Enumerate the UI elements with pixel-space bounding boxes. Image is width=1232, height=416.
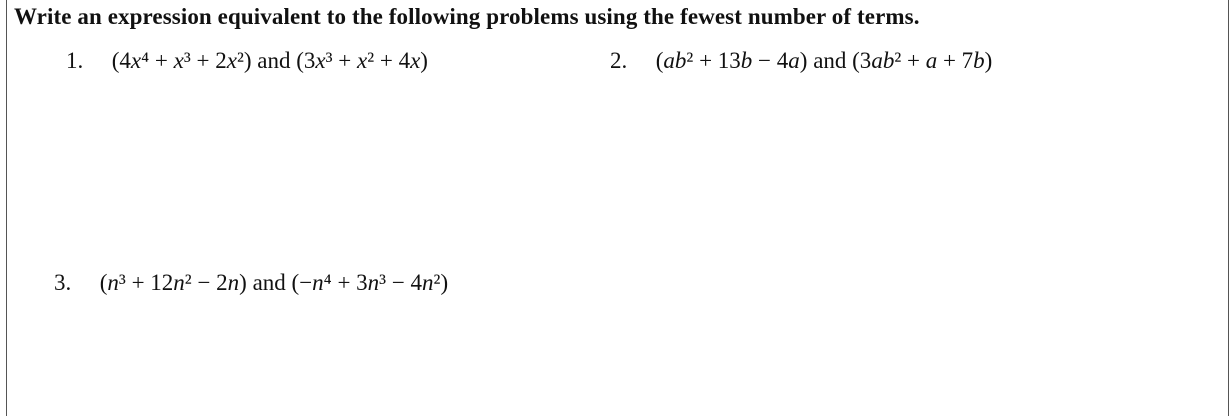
problem-3 (54, 270, 448, 296)
problem-1 (66, 48, 428, 74)
problem-2-number: 2. (610, 48, 628, 73)
left-border-line (6, 0, 7, 416)
right-border-line (1228, 0, 1229, 416)
problem-1-number: 1. (66, 48, 84, 73)
problem-2 (610, 48, 992, 74)
problem-3-expression: (n³ + 12n² − 2n) and (−n⁴ + 3n³ − 4n²) (99, 270, 449, 295)
problem-3-number: 3. (54, 270, 72, 295)
problem-1-expression: (4x⁴ + x³ + 2x²) and (3x³ + x² + 4x) (111, 48, 428, 73)
problem-2-expression: (ab² + 13b − 4a) and (3ab² + a + 7b) (655, 48, 993, 73)
instructions-heading: Write an expression equivalent to the following problems using the fewest number of terms. (14, 4, 920, 29)
